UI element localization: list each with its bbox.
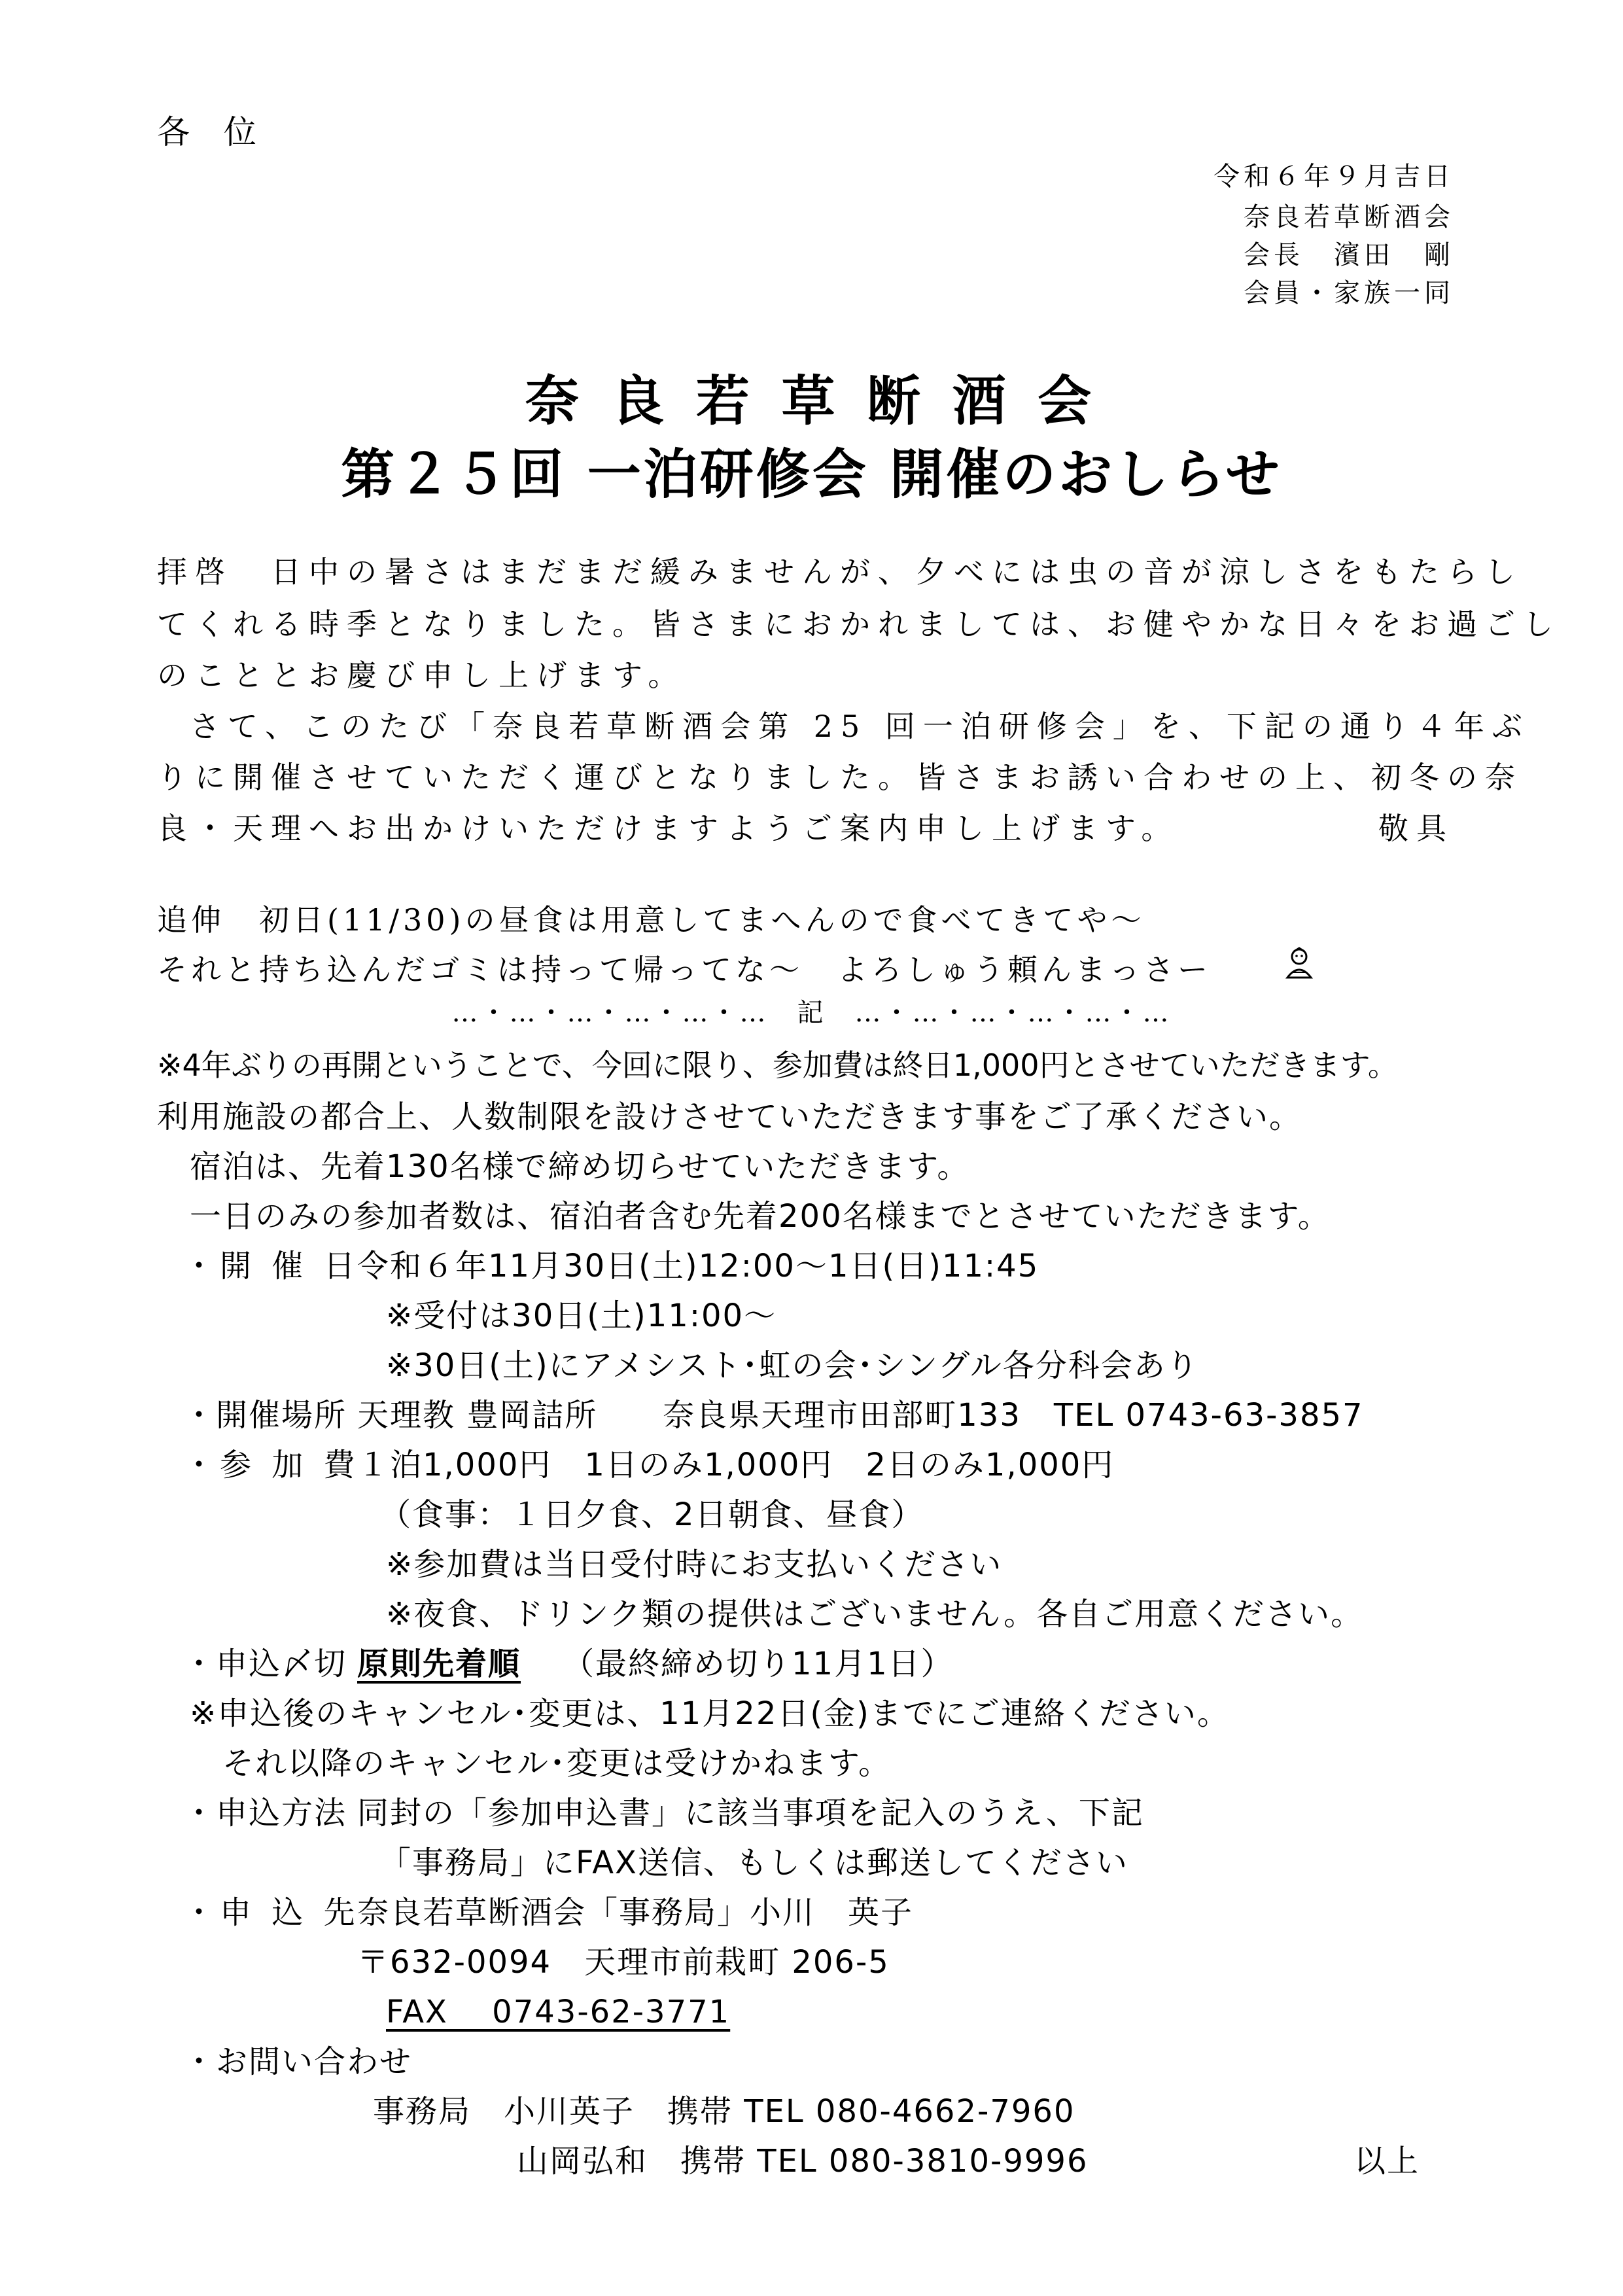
- inquiry-line-2: 山岡弘和 携帯 TEL 080-3810-9996: [517, 2143, 1089, 2180]
- note-line-2: 利用施設の都合上、人数制限を設けさせていただきます事をご了承ください。: [157, 1099, 1302, 1135]
- closing-keigu: 敬具: [1378, 811, 1454, 846]
- method-label: ・申込方法: [183, 1795, 347, 1831]
- person-icon: [1282, 946, 1316, 980]
- greeting-line-2: てくれる時季となりました。皆さまにおかれましては、お健やかな日々をお過ごし: [157, 607, 1561, 642]
- cancel-note-1: ※申込後のキャンセル･変更は、11月22日(金)までにご連絡ください。: [190, 1695, 1230, 1732]
- president-name: 会長 濱田 剛: [1244, 240, 1454, 270]
- end-mark: 以上: [1354, 2143, 1420, 2180]
- inquiry-line-1: 事務局 小川英子 携帯 TEL 080-4662-7960: [373, 2093, 1075, 2130]
- note-line-3: 宿泊は、先着130名様で締め切らせていただきます。: [190, 1148, 970, 1185]
- greeting-line-4: さて、このたび「奈良若草断酒会第 25 回一泊研修会」を、下記の通り４年ぶ: [190, 709, 1530, 744]
- method-value-2: 「事務局」にFAX送信、もしくは郵送してください: [379, 1845, 1128, 1881]
- greeting-line-5: りに開催させていただく運びとなりました。皆さまお誘い合わせの上、初冬の奈: [157, 760, 1523, 795]
- method-value-1: 同封の「参加申込書」に該当事項を記入のうえ、下記: [357, 1795, 1144, 1831]
- date-note-2: ※30日(土)にアメシスト･虹の会･シングル各分科会あり: [386, 1347, 1199, 1384]
- addressee: 各 位: [157, 113, 268, 151]
- members-line: 会員・家族一同: [1244, 278, 1454, 308]
- deadline-label: ・申込〆切: [183, 1646, 347, 1682]
- destination-value: 奈良若草断酒会「事務局」小川 英子: [357, 1894, 914, 1931]
- date-label: ・開 催 日: [183, 1248, 360, 1284]
- deadline-value: 原則先着順: [357, 1646, 521, 1682]
- deadline-note: （最終締め切り11月1日）: [563, 1646, 954, 1682]
- cancel-note-2: それ以降のキャンセル･変更は受けかねます。: [222, 1745, 892, 1782]
- fee-note-1: （食事：１日夕食、2日朝食、昼食）: [379, 1496, 924, 1533]
- destination-label: ・申 込 先: [183, 1894, 360, 1931]
- greeting-line-6: 良・天理へお出かけいただけますようご案内申し上げます。: [157, 811, 1179, 846]
- postscript-line-1: 追伸 初日(11/30)の昼食は用意してまへんので食べてきてや～: [157, 902, 1145, 938]
- date-note-1: ※受付は30日(土)11:00～: [386, 1298, 777, 1334]
- venue-value: 天理教 豊岡詰所 奈良県天理市田部町133 TEL 0743-63-3857: [357, 1397, 1364, 1434]
- greeting-line-1: 拝啓 日中の暑さはまだまだ緩みませんが、夕べには虫の音が涼しさをもたらし: [157, 554, 1523, 590]
- organization-name: 奈良若草断酒会: [1244, 202, 1454, 232]
- note-line-1: ※4年ぶりの再開ということで、今回に限り、参加費は終日1,000円とさせていただきます。: [157, 1048, 1398, 1083]
- date-line: 令和６年９月吉日: [1213, 162, 1454, 192]
- fee-value: １泊1,000円 1日のみ1,000円 2日のみ1,000円: [357, 1447, 1115, 1483]
- date-value: 令和６年11月30日(土)12:00～1日(日)11:45: [357, 1248, 1039, 1284]
- title-line-2: 第２５回 一泊研修会 開催のおしらせ: [341, 444, 1282, 506]
- venue-label: ・開催場所: [183, 1397, 347, 1434]
- greeting-line-3: のこととお慶び申し上げます。: [157, 658, 686, 693]
- title-line-1: 奈 良 若 草 断 酒 会: [525, 370, 1098, 433]
- postscript-line-2: それと持ち込んだゴミは持って帰ってな～ よろしゅう頼んまっさー: [157, 952, 1212, 987]
- note-line-4: 一日のみの参加者数は、宿泊者含む先着200名様までとさせていただきます。: [190, 1198, 1331, 1235]
- fee-note-3: ※夜食、ドリンク類の提供はございません。各自ご用意ください。: [386, 1596, 1364, 1633]
- destination-fax: FAX 0743-62-3771: [386, 1994, 731, 2030]
- fee-note-2: ※参加費は当日受付時にお支払いください: [386, 1546, 1003, 1583]
- ki-separator: …・…・…・…・…・… 記 …・…・…・…・…・…: [451, 998, 1172, 1028]
- destination-address: 〒632-0094 天理市前栽町 206-5: [357, 1944, 890, 1981]
- fee-label: ・参 加 費: [183, 1447, 360, 1483]
- inquiry-label: ・お問い合わせ: [183, 2043, 413, 2080]
